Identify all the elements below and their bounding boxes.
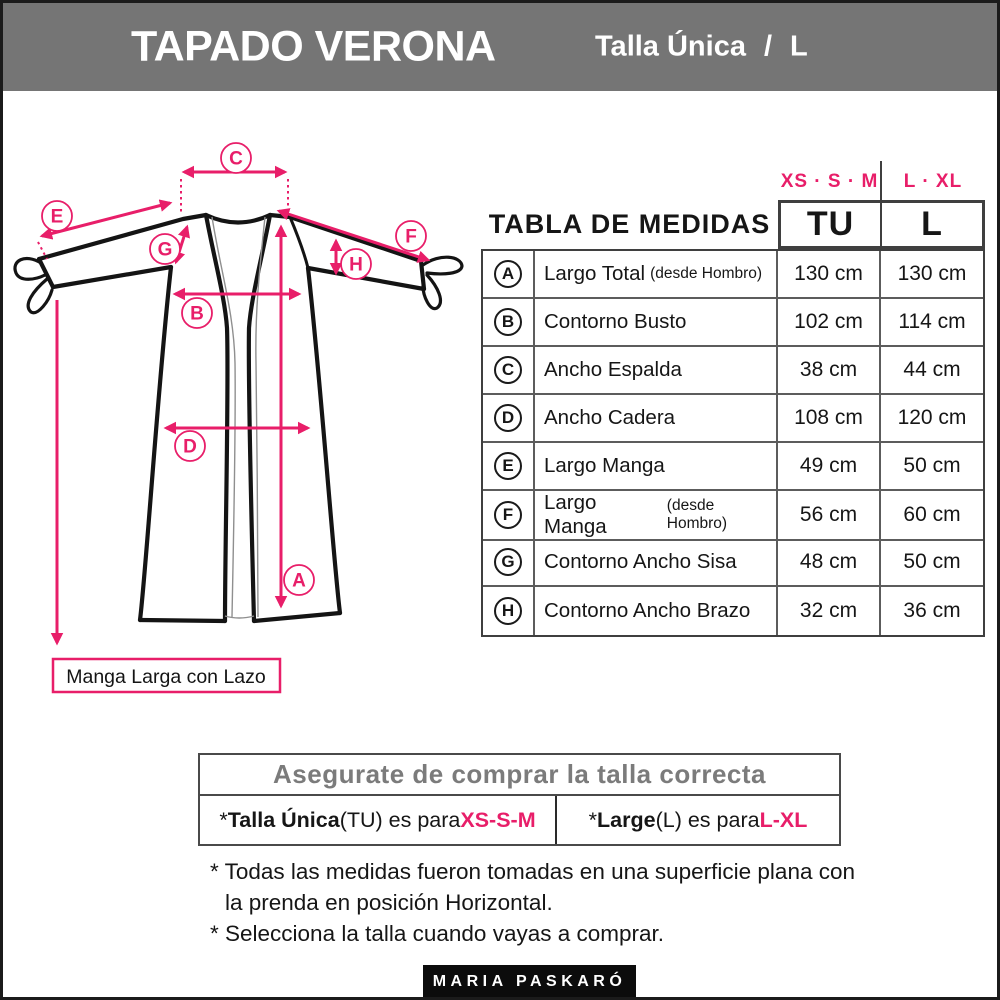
- size-range-divider: [880, 161, 882, 200]
- row-label-cell: [535, 539, 778, 587]
- marker-g: [150, 234, 180, 264]
- row-letter-cell: [483, 443, 535, 491]
- marker-f: [396, 221, 426, 251]
- right-side-seam: [308, 268, 340, 613]
- product-title: TAPADO VERONA: [131, 22, 496, 71]
- sleeve-caption: [53, 659, 280, 692]
- right-prefix: *: [588, 807, 598, 832]
- header-bar: [3, 3, 997, 91]
- marker-a: [284, 565, 314, 595]
- size-label: [595, 31, 808, 64]
- row-letter-cell: [483, 347, 535, 395]
- row-letter-cell: [483, 539, 535, 587]
- svg-text:A: A: [292, 570, 306, 592]
- row-value-tu: 102 cm: [778, 299, 881, 347]
- row-letter: E: [494, 452, 522, 480]
- note-measurements: * Todas las medidas fueron tomadas en una superficie plana con la prenda en posición Horizontal.: [210, 859, 855, 915]
- row-value-tu: 38 cm: [778, 347, 881, 395]
- size-range-l: L · XL: [903, 171, 963, 192]
- left-side-seam: [140, 267, 171, 620]
- row-letter: D: [494, 404, 522, 432]
- row-value-tu: 108 cm: [778, 395, 881, 443]
- svg-text:F: F: [405, 226, 417, 248]
- row-label: Ancho Cadera: [544, 406, 676, 429]
- table-title: TABLA DE MEDIDAS: [488, 209, 771, 239]
- row-value-l: 36 cm: [903, 599, 961, 622]
- marker-e: [42, 201, 72, 231]
- size-separator: /: [763, 30, 773, 63]
- row-label: Largo Total: [544, 262, 646, 285]
- row-value-tu: 130 cm: [778, 251, 881, 299]
- purchase-advice-box: [198, 753, 841, 846]
- marker-h: [341, 249, 371, 279]
- row-value-l: 120 cm: [881, 395, 983, 443]
- purchase-advice-row: [200, 796, 839, 844]
- size-name: Talla Única: [595, 30, 746, 63]
- row-label: Ancho Espalda: [544, 358, 682, 381]
- left-prefix: *: [219, 807, 228, 832]
- table-row: [483, 347, 983, 395]
- right-armhole-curve: [290, 217, 308, 268]
- row-value-l: 50 cm: [881, 539, 983, 587]
- row-value-tu: 56 cm: [778, 491, 881, 541]
- svg-text:G: G: [157, 239, 173, 261]
- row-letter-cell: [483, 251, 535, 299]
- right-size-range: L-XL: [759, 807, 808, 832]
- table-row: [483, 587, 983, 635]
- row-letter: H: [494, 597, 522, 625]
- notes-list: [210, 856, 860, 949]
- size-code: L: [790, 30, 808, 63]
- svg-text:D: D: [183, 436, 197, 458]
- row-label-cell: [535, 491, 778, 541]
- row-value-l: 114 cm: [881, 299, 983, 347]
- row-letter: A: [494, 260, 522, 288]
- table-row: [483, 539, 983, 587]
- row-label-cell: [535, 587, 778, 635]
- row-label-cell: [535, 251, 778, 299]
- right-hem: [254, 613, 340, 621]
- row-value-l: 50 cm: [881, 443, 983, 491]
- row-letter-cell: [483, 587, 535, 635]
- purchase-advice-right: [555, 796, 839, 844]
- row-label: Largo Manga: [544, 491, 607, 538]
- marker-d: [175, 431, 205, 461]
- row-letter-cell: [483, 299, 535, 347]
- table-row: [483, 443, 983, 491]
- left-middle-text: (TU) es para: [339, 807, 461, 832]
- row-letter: G: [494, 548, 522, 576]
- purchase-advice-left: [200, 796, 555, 844]
- purchase-advice-title: Asegurate de comprar la talla correcta: [200, 755, 839, 796]
- row-label-note: (desde Hombro): [650, 265, 763, 282]
- marker-b: [182, 298, 212, 328]
- table-row: [483, 395, 983, 443]
- size-code-l: L: [921, 205, 943, 243]
- svg-text:E: E: [50, 206, 64, 228]
- row-label: Contorno Busto: [544, 310, 687, 333]
- size-code-header: [778, 200, 985, 249]
- back-neck-line: [206, 215, 270, 223]
- marker-c: [221, 143, 251, 173]
- row-label: Contorno Ancho Sisa: [544, 550, 737, 573]
- left-size-name: Talla Única: [227, 807, 340, 832]
- measure-table-body: [481, 249, 985, 637]
- garment-diagram: [3, 103, 473, 723]
- svg-text:B: B: [190, 303, 204, 325]
- row-label: Largo Manga: [544, 454, 665, 477]
- row-letter-cell: [483, 491, 535, 541]
- row-label: Contorno Ancho Brazo: [544, 599, 751, 622]
- size-code-tu: TU: [781, 203, 882, 246]
- svg-text:H: H: [349, 254, 363, 276]
- sleeve-caption-text: Manga Larga con Lazo: [66, 666, 266, 688]
- right-cuff-tie: [423, 257, 462, 308]
- table-row: [483, 299, 983, 347]
- row-label-cell: [535, 299, 778, 347]
- left-size-range: XS-S-M: [460, 807, 536, 832]
- row-letter: B: [494, 308, 522, 336]
- right-size-name: Large: [597, 807, 656, 832]
- row-value-tu: 49 cm: [778, 443, 881, 491]
- row-letter: C: [494, 356, 522, 384]
- left-sleeve-bottom: [53, 267, 171, 287]
- size-range-tu: XS · S · M: [780, 171, 879, 192]
- row-label-cell: [535, 443, 778, 491]
- left-front-edge: [206, 215, 228, 621]
- left-hem: [140, 620, 225, 621]
- row-letter-cell: [483, 395, 535, 443]
- table-row: [483, 251, 983, 299]
- row-value-tu: 32 cm: [778, 587, 881, 635]
- row-value-tu: 48 cm: [778, 539, 881, 587]
- row-letter: F: [494, 501, 522, 529]
- row-label-note: (desde Hombro): [666, 497, 728, 532]
- row-value-l: 44 cm: [881, 347, 983, 395]
- right-middle-text: (L) es para: [655, 807, 760, 832]
- row-value-l: 60 cm: [881, 491, 983, 541]
- table-row: [483, 491, 983, 539]
- brand-badge: MARIA PASKARÓ: [423, 965, 636, 998]
- row-value-l: 130 cm: [881, 251, 983, 299]
- svg-text:C: C: [229, 148, 243, 170]
- row-label-cell: [535, 347, 778, 395]
- left-cuff-tie: [15, 258, 52, 312]
- row-label-cell: [535, 395, 778, 443]
- note-select-size: * Selecciona la talla cuando vayas a comprar.: [210, 921, 665, 946]
